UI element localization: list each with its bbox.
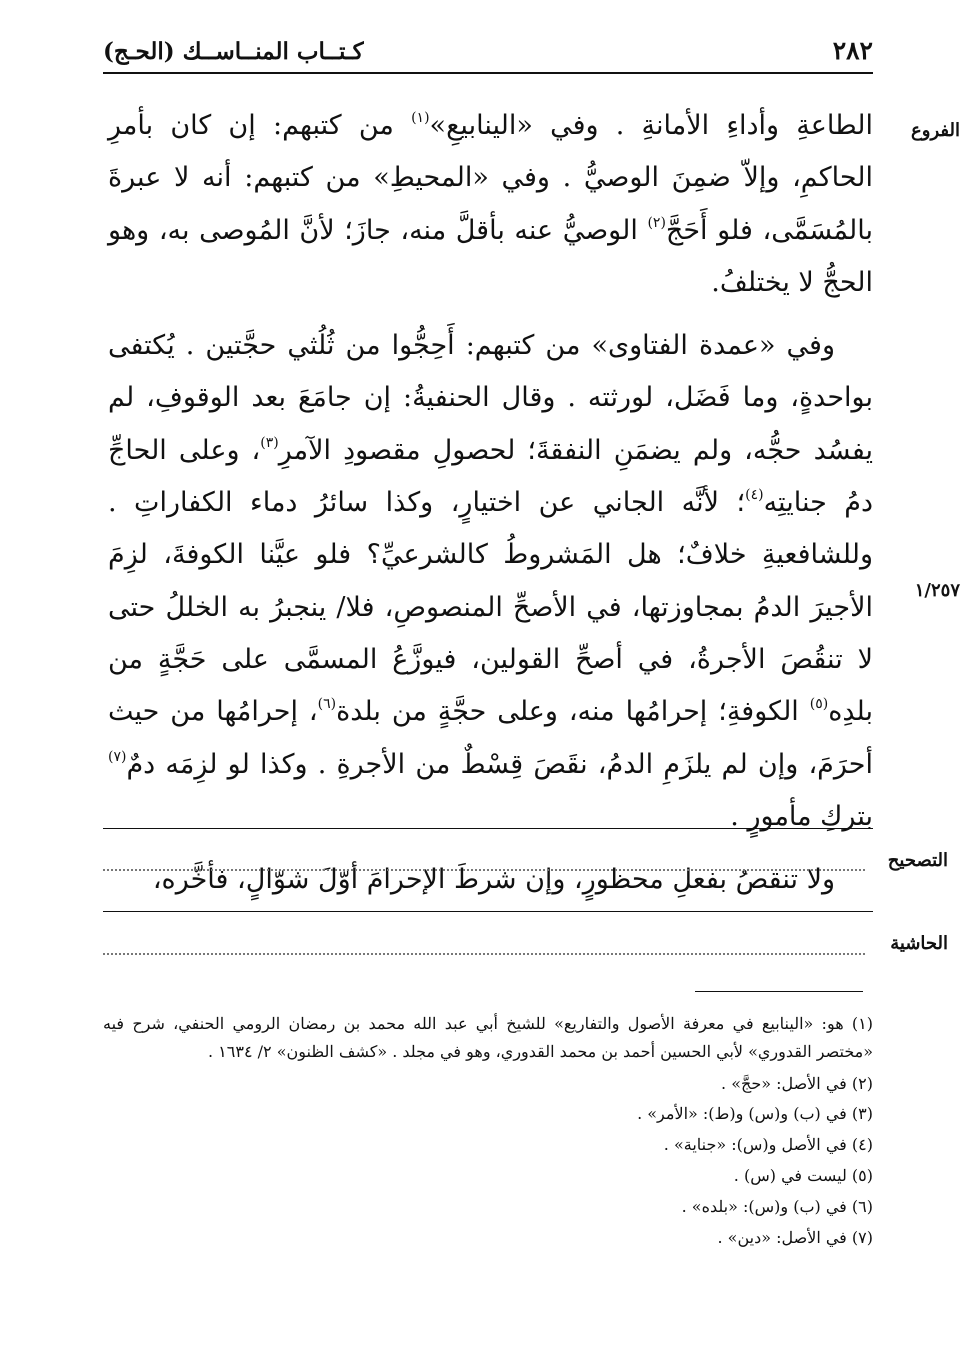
apparatus-rule: [103, 911, 873, 912]
tashih-label: التصحيح: [887, 850, 948, 871]
footnote-marker[interactable]: (١): [411, 110, 430, 127]
running-title: كـتــاب المنــاســك (الحـج): [103, 38, 364, 65]
text-run: ؛ لأنَّه الجاني عن اختيارٍ، وكذا سائرُ دماء الكفاراتِ . وللشافعيةِ خلافٌ؛ هل المَشروطُ كالشرعيِّ؟ فلو عيَّنا الكوفةَ، لزِمَ الأجيرَ الدمُ بمجاوزتها، في الأصحِّ المنصوصِ، فلا/ ينجبرُ به الخللُ حتى لا تنقُصَ الأجرةُ، في أصحِّ القولين، فيوزَّعُ المسمَّى على حَجَّةٍ من بلدِه: [108, 487, 873, 728]
footnote-4: (٤) في الأصل و(س): «جناية» .: [663, 1135, 873, 1155]
text-run: بتركِ مأمورٍ .: [730, 800, 873, 832]
header-rule: [103, 72, 873, 74]
footnote-7: (٧) في الأصل: «دين» .: [717, 1227, 873, 1247]
margin-section-label: الفروع: [911, 120, 960, 141]
text-run: الوصيُّ عنه بأقلَّ منه، جازَ؛ لأنَّ المُوصى به، وهو الحجُّ لا يختلفُ.: [108, 214, 873, 298]
text-run: من كتبهم: إن كان بأمرِ الحاكمِ، وإلاّ ضمِنَ الوصيُّ . وفي «المحيطِ» من كتبهم: أنه لا عبرةَ بالمُسَمَّى، فلو أَحَجَّ: [108, 110, 874, 246]
text-run: الكوفةِ؛ إحرامُها منه، وعلى حجَّةٍ من بلدة: [336, 696, 810, 728]
footnote-6: (٦) في (ب) و(س): «بلده» .: [681, 1196, 873, 1216]
footnote-separator: [695, 991, 863, 992]
paragraph-3: ولا تنقصُ بفعلِ محظورٍ، وإن شرطَ الإحرامَ أوّلَ شوّالٍ، فأخَّره،: [152, 864, 835, 896]
paragraph-1: [108, 100, 873, 309]
hashiya-dotted-line: [103, 953, 865, 955]
page-header: [103, 36, 873, 68]
hashiya-label: الحاشية: [890, 933, 948, 954]
margin-page-reference: ١/٢٥٧: [914, 580, 960, 601]
text-run: ، إحرامُها من حيث أحرَمَ، وإن لم يلزَمِ الدمُ، نقَصَ قِسْطٌ من الأجرةِ . وكذا لو لزِمَه دمٌ: [108, 696, 873, 780]
paragraph-2: [108, 320, 873, 843]
footnote-marker[interactable]: (٣): [260, 434, 279, 451]
text-run: الطاعةِ وأداءِ الأمانةِ . وفي «الينابيعِ»: [429, 110, 873, 141]
footnote-marker[interactable]: (٢): [647, 214, 666, 231]
main-text: [108, 100, 873, 906]
footnotes: [103, 1010, 873, 1254]
footnote-3: (٣) في (ب) و(س) و(ط): «الأمر» .: [637, 1104, 873, 1124]
page-number: ٢٨٢: [832, 36, 873, 65]
footnote-marker[interactable]: (٦): [317, 696, 337, 713]
tashih-dotted-line: [103, 869, 865, 871]
footnote-marker[interactable]: (٤): [745, 487, 764, 504]
footnote-5: (٥) ليست في (س) .: [733, 1165, 873, 1185]
footnote-marker[interactable]: (٥): [809, 696, 829, 713]
footnote-2: (٢) في الأصل: «حجَّ» .: [721, 1073, 873, 1093]
footnote-marker[interactable]: (٧): [108, 748, 127, 765]
apparatus-rule: [103, 828, 873, 829]
footnote-1: (١) هو: «الينابيع في معرفة الأصول والتفاريع» للشيخ أبي عبد الله محمد بن رمضان الرومي الحنفي، شرح فيه «مختصر القدوري» لأبي الحسين أحمد بن محمد القدوري، وهو في مجلد . «كشف الظنون» ٢/ ١٦٣٤ .: [103, 1014, 873, 1061]
text-run: وفي «عمدة الفتاوى» من كتبهم: أَحِجُّوا من ثُلُثي حجَّتين . يُكتفى بواحدةٍ، وما فَضَل، لورثته . وقال الحنفيةُ: إن جامَعَ بعد الوقوفِ، لم يفسُد حجُّه، ولم يضمَنِ النفقةَ؛ لحصولِ مقصودِ الآمرِ: [108, 330, 873, 466]
text-run: ، وعلى الحاجِّ دمُ جنايتِه: [108, 434, 873, 519]
